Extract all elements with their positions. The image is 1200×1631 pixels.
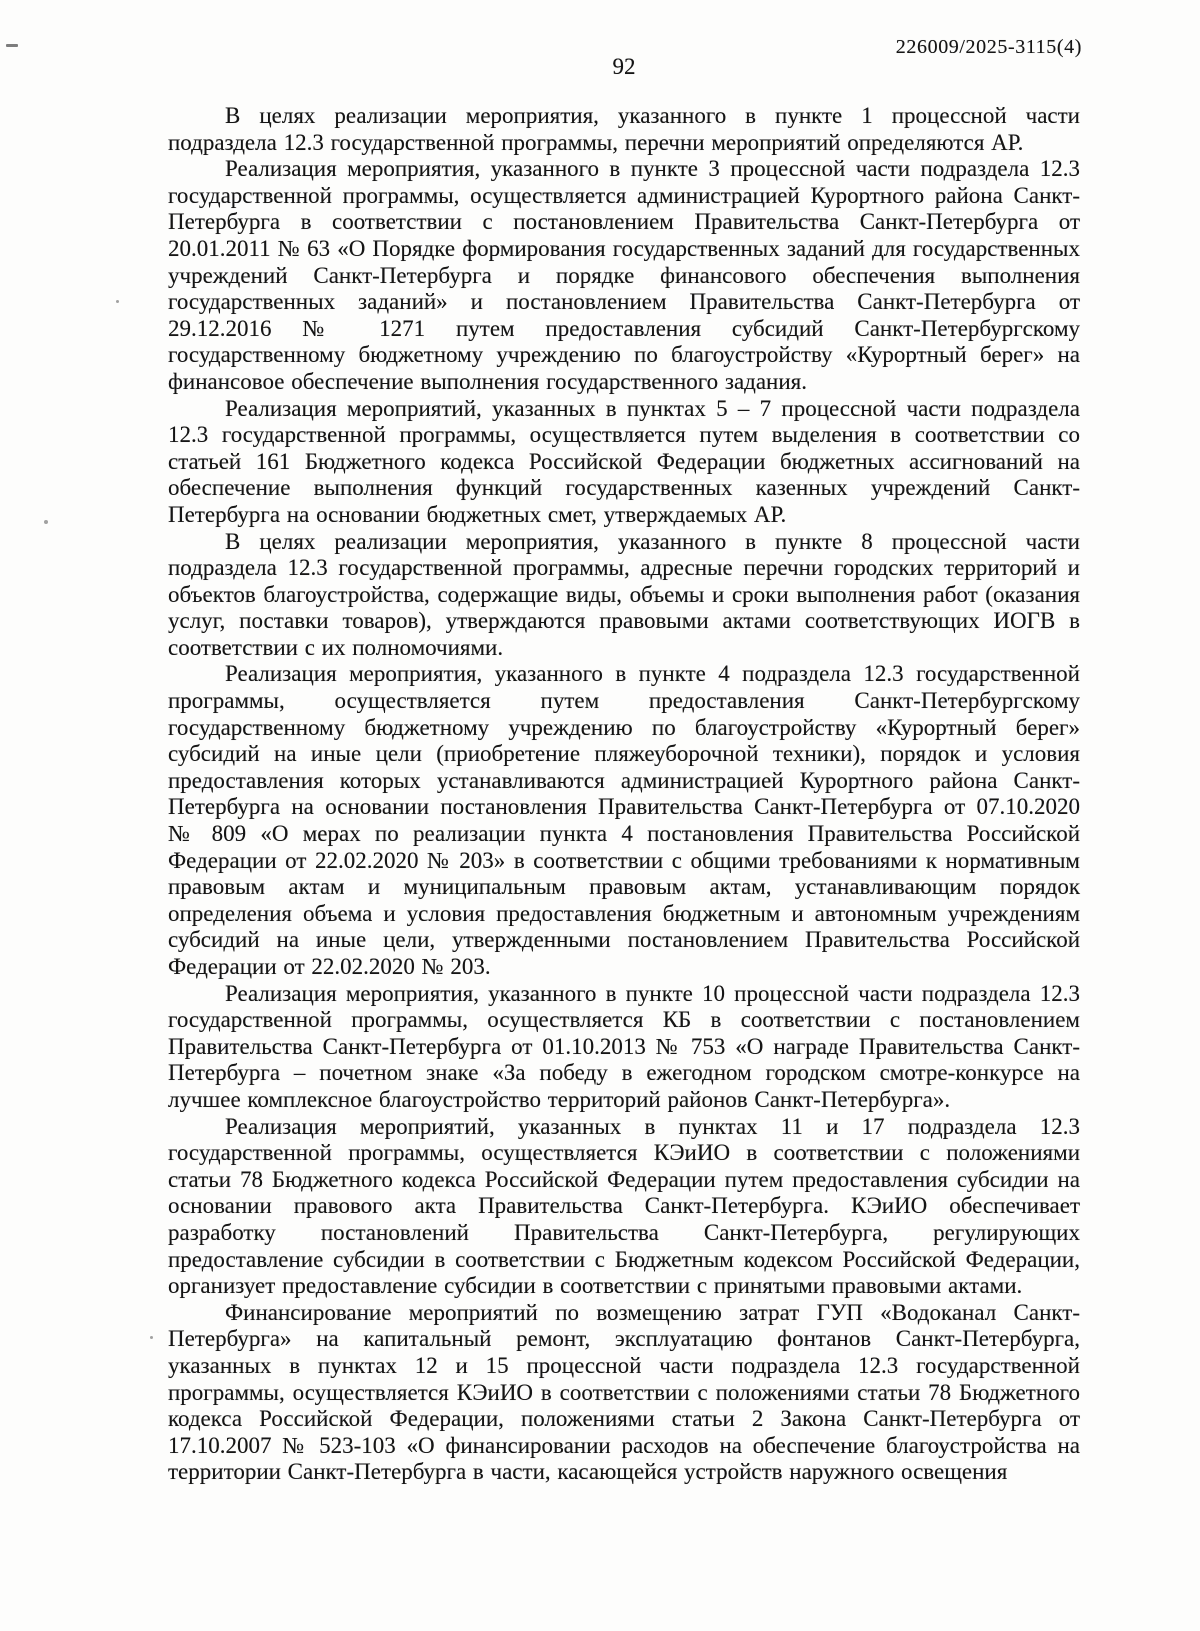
document-reference-number: 226009/2025-3115(4) (895, 36, 1082, 58)
scan-artifact (44, 520, 48, 524)
paragraph: Реализация мероприятия, указанного в пункте 10 процессной части подраздела 12.3 государственной программы, осуществляется КБ в соответствии с постановлением Правительства Санкт-Петербурга от 01.10.2013 № 753 «О награде Правительства Санкт-Петербурга – почетном знаке «За победу в ежегодном городском смотре-конкурсе на лучшее комплексное благоустройство территорий районов Санкт-Петербурга». (168, 980, 1080, 1112)
paragraph: Реализация мероприятий, указанных в пунктах 11 и 17 подраздела 12.3 государственной программы, осуществляется КЭиИО в соответствии с положениями статьи 78 Бюджетного кодекса Российской Федерации путем предоставления субсидии на основании правового акта Правительства Санкт-Петербурга. КЭиИО обеспечивает разработку постановлений Правительства Санкт-Петербурга, регулирующих предоставление субсидии в соответствии с Бюджетным кодексом Российской Федерации, организует предоставление субсидии в соответствии с принятыми правовыми актами. (168, 1113, 1080, 1299)
paragraph: В целях реализации мероприятия, указанного в пункте 1 процессной части подраздела 12.3 государственной программы, перечни мероприятий определяются АР. (168, 103, 1080, 155)
paragraph: Финансирование мероприятий по возмещению затрат ГУП «Водоканал Санкт-Петербурга» на капитальный ремонт, эксплуатацию фонтанов Санкт-Петербурга, указанных в пунктах 12 и 15 процессной части подраздела 12.3 государственной программы, осуществляется КЭиИО в соответствии с положениями статьи 78 Бюджетного кодекса Российской Федерации, положениями статьи 2 Закона Санкт-Петербурга от 17.10.2007 № 523-103 «О финансировании расходов на обеспечение благоустройства на территории Санкт-Петербурга в части, касающейся устройств наружного освещения (168, 1299, 1080, 1485)
scan-artifact (6, 44, 18, 47)
scan-artifact (116, 300, 119, 303)
paragraph: Реализация мероприятия, указанного в пункте 4 подраздела 12.3 государственной программы, осуществляется путем предоставления Санкт-Петербургскому государственному бюджетному учреждению по благоустройству «Курортный берег» субсидий на иные цели (приобретение пляжеуборочной техники), порядок и условия предоставления которых устанавливаются администрацией Курортного района Санкт-Петербурга на основании постановления Правительства Санкт-Петербурга от 07.10.2020 № 809 «О мерах по реализации пункта 4 постановления Правительства Российской Федерации от 22.02.2020 № 203» в соответствии с общими требованиями к нормативным правовым актам и муниципальным правовым актам, устанавливающим порядок определения объема и условия предоставления бюджетным и автономным учреждениям субсидий на иные цели, утвержденными постановлением Правительства Российской Федерации от 22.02.2020 № 203. (168, 661, 1080, 979)
scan-artifact (150, 1336, 153, 1339)
page-number: 92 (612, 54, 636, 79)
paragraph: Реализация мероприятия, указанного в пункте 3 процессной части подраздела 12.3 государственной программы, осуществляется администрацией Курортного района Санкт-Петербурга в соответствии с постановлением Правительства Санкт-Петербурга от 20.01.2011 № 63 «О Порядке формирования государственных заданий для государственных учреждений Санкт-Петербурга и порядке финансового обеспечения выполнения государственных заданий» и постановлением Правительства Санкт-Петербурга от 29.12.2016 № 1271 путем предоставления субсидий Санкт-Петербургскому государственному бюджетному учреждению по благоустройству «Курортный берег» на финансовое обеспечение выполнения государственного задания. (168, 156, 1080, 394)
paragraph: В целях реализации мероприятия, указанного в пункте 8 процессной части подраздела 12.3 государственной программы, адресные перечни городских территорий и объектов благоустройства, содержащие виды, объемы и сроки выполнения работ (оказания услуг, поставки товаров), утверждаются правовыми актами соответствующих ИОГВ в соответствии с их полномочиями. (168, 528, 1080, 660)
paragraph: Реализация мероприятий, указанных в пунктах 5 – 7 процессной части подраздела 12.3 государственной программы, осуществляется путем выделения в соответствии со статьей 161 Бюджетного кодекса Российской Федерации бюджетных ассигнований на обеспечение выполнения функций государственных казенных учреждений Санкт-Петербурга на основании бюджетных смет, утверждаемых АР. (168, 395, 1080, 527)
document-body (168, 103, 1080, 1486)
